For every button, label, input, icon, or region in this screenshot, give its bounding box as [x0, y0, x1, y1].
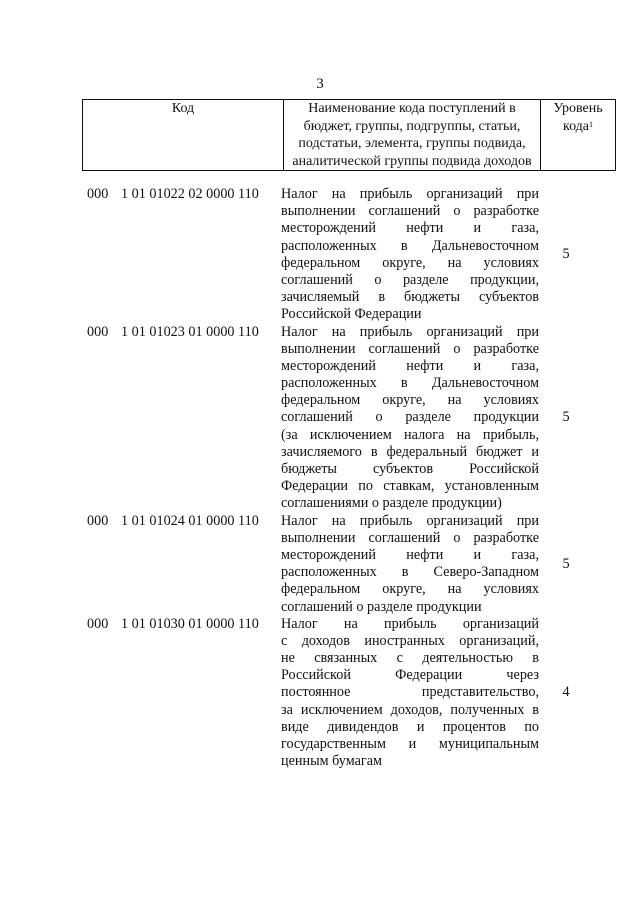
admin-code: 000 [87, 615, 109, 632]
income-name-line: выполнении соглашений о разработке [281, 340, 539, 357]
table-row [87, 616, 593, 771]
header-level-word: кода [562, 118, 590, 134]
income-code: 1 01 01023 01 0000 110 [121, 323, 259, 340]
income-name-line: с доходов иностранных организаций, [281, 632, 539, 649]
income-name-line: расположенных в Северо-Западном [281, 564, 539, 581]
table-body [87, 186, 593, 770]
income-name-line: за исключением доходов, полученных в [281, 701, 539, 718]
income-name [281, 616, 539, 771]
income-name [281, 513, 539, 616]
income-name-line: месторождений нефти и газа, [281, 220, 539, 237]
header-name-line: бюджет, группы, подгруппы, статьи, [303, 118, 521, 134]
income-name-line: Российской Федерации [281, 306, 422, 323]
admin-code: 000 [87, 512, 109, 529]
income-name-line: бюджеты субъектов Российской [281, 461, 539, 477]
header-level [541, 100, 616, 171]
code-level: 5 [562, 555, 570, 572]
income-name-line: не связанных с деятельностью в [281, 650, 539, 667]
income-name-line: Налог на прибыль организаций при [281, 323, 539, 340]
income-name-line: месторождений нефти и газа, [281, 357, 539, 374]
header-name-line: аналитической группы подвида доходов [292, 153, 532, 169]
income-code: 1 01 01030 01 0000 110 [121, 615, 259, 632]
table-row [87, 186, 593, 324]
income-name-line: расположенных в Дальневосточном [281, 375, 539, 392]
income-name-line: постоянное представительство, [281, 684, 539, 701]
income-name [281, 324, 539, 513]
income-name-line: государственным и муниципальным [281, 736, 539, 752]
income-name-line: Федерации по ставкам, установленным [281, 478, 539, 495]
income-name-line: (за исключением налога на прибыль, [281, 426, 539, 443]
income-code: 1 01 01022 02 0000 110 [121, 186, 259, 202]
income-name-line: Налог на прибыль организаций при [281, 186, 539, 202]
income-name-line: зачисляемого в федеральный бюджет и [281, 443, 539, 460]
income-name-line: расположенных в Дальневосточном [281, 237, 539, 254]
code-level: 4 [562, 684, 570, 701]
header-name-line: Наименование кода поступлений в [308, 101, 516, 116]
income-name-line: месторождений нефти и газа, [281, 546, 539, 563]
header-level-line2 [544, 118, 612, 136]
admin-code: 000 [87, 186, 109, 202]
income-name-line: Российской Федерации через [281, 667, 539, 684]
income-name-line: соглашениями о разделе продукции) [281, 495, 502, 512]
income-name [281, 186, 539, 324]
income-name-line: выполнении соглашений о разработке [281, 203, 539, 220]
income-name-line: ценным бумагам [281, 753, 382, 770]
income-name-line: федеральном округе, на условиях [281, 254, 539, 271]
income-name-line: соглашений о разделе продукции [281, 409, 539, 426]
income-code: 1 01 01024 01 0000 110 [121, 512, 259, 529]
income-name-line: соглашений о разделе продукции, [281, 271, 539, 288]
header-level-line1: Уровень [553, 101, 603, 116]
header-name-line: подстатьи, элемента, группы подвида, [298, 136, 526, 151]
table-row [87, 513, 593, 616]
income-name-line: федеральном округе, на условиях [281, 392, 539, 409]
header-code: Код [83, 100, 284, 171]
table-row [87, 324, 593, 513]
income-name-line: Налог на прибыль организаций при [281, 512, 539, 529]
table-header [82, 99, 616, 171]
footnote-marker: 1 [589, 119, 594, 129]
income-name-line: виде дивидендов и процентов по [281, 718, 539, 735]
income-name-line: выполнении соглашений о разработке [281, 529, 539, 546]
income-name-line: федеральном округе, на условиях [281, 581, 539, 598]
income-name-line: соглашений о разделе продукции [281, 598, 482, 615]
header-name [284, 100, 541, 171]
admin-code: 000 [87, 323, 109, 340]
code-level: 5 [562, 409, 570, 426]
income-name-line: зачисляемый в бюджеты субъектов [281, 289, 539, 306]
income-name-line: Налог на прибыль организаций [281, 615, 539, 632]
page-number: 3 [316, 76, 324, 92]
code-level: 5 [562, 246, 570, 263]
